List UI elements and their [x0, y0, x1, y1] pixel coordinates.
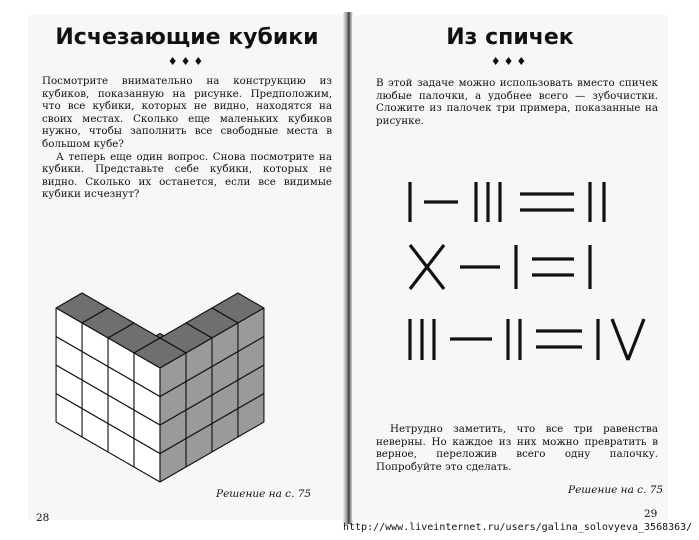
right-ornament: ♦♦♦: [490, 55, 530, 68]
matchstick-equations: [402, 177, 662, 377]
cube-figure: [48, 230, 318, 492]
watermark-url: http://www.liveinternet.ru/users/galina_solovyeva_3568363/: [343, 522, 693, 533]
left-body-text: [42, 75, 332, 201]
left-page: [28, 15, 346, 524]
left-paragraph-2: А теперь еще один вопрос. Снова посмотрите на кубики. Представьте себе кубики, которых не видно. Сколько их останется, если все видимые кубики исчезнут?: [42, 150, 332, 201]
right-page-title: Из спичек: [446, 25, 574, 50]
right-intro-paragraph: В этой задаче можно использовать вместо спичек любые палочки, а удобнее всего — зубочистки. Сложите из палочек три примера, показанные на рисунке.: [376, 77, 658, 127]
left-solution-ref: Решение на с. 75: [216, 488, 312, 500]
equation-3: [410, 319, 644, 360]
left-page-title: Исчезающие кубики: [55, 25, 319, 50]
right-solution-ref: Решение на с. 75: [568, 484, 664, 496]
right-intro-text: [376, 77, 658, 127]
equation-1: [410, 182, 604, 222]
right-outro-text: [376, 423, 658, 473]
equation-2: [410, 245, 590, 289]
left-paragraph-1: Посмотрите внимательно на конструкцию из кубиков, показанную на рисунке. Предположим, что все кубики, которых не видно, находятся на своих местах. Сколько еще маленьких кубиков нужно, чтобы заполнить все свободные места в большом кубе?: [42, 75, 332, 150]
right-outro-paragraph: Нетрудно заметить, что все три равенства неверны. Но каждое из них можно превратить в верное, переложив всего одну палочку. Попробуйте это сделать.: [376, 423, 658, 473]
left-ornament: ♦♦♦: [167, 55, 207, 68]
right-page: [352, 15, 668, 520]
left-page-number: 28: [36, 512, 50, 524]
right-page-number: 29: [644, 508, 658, 520]
